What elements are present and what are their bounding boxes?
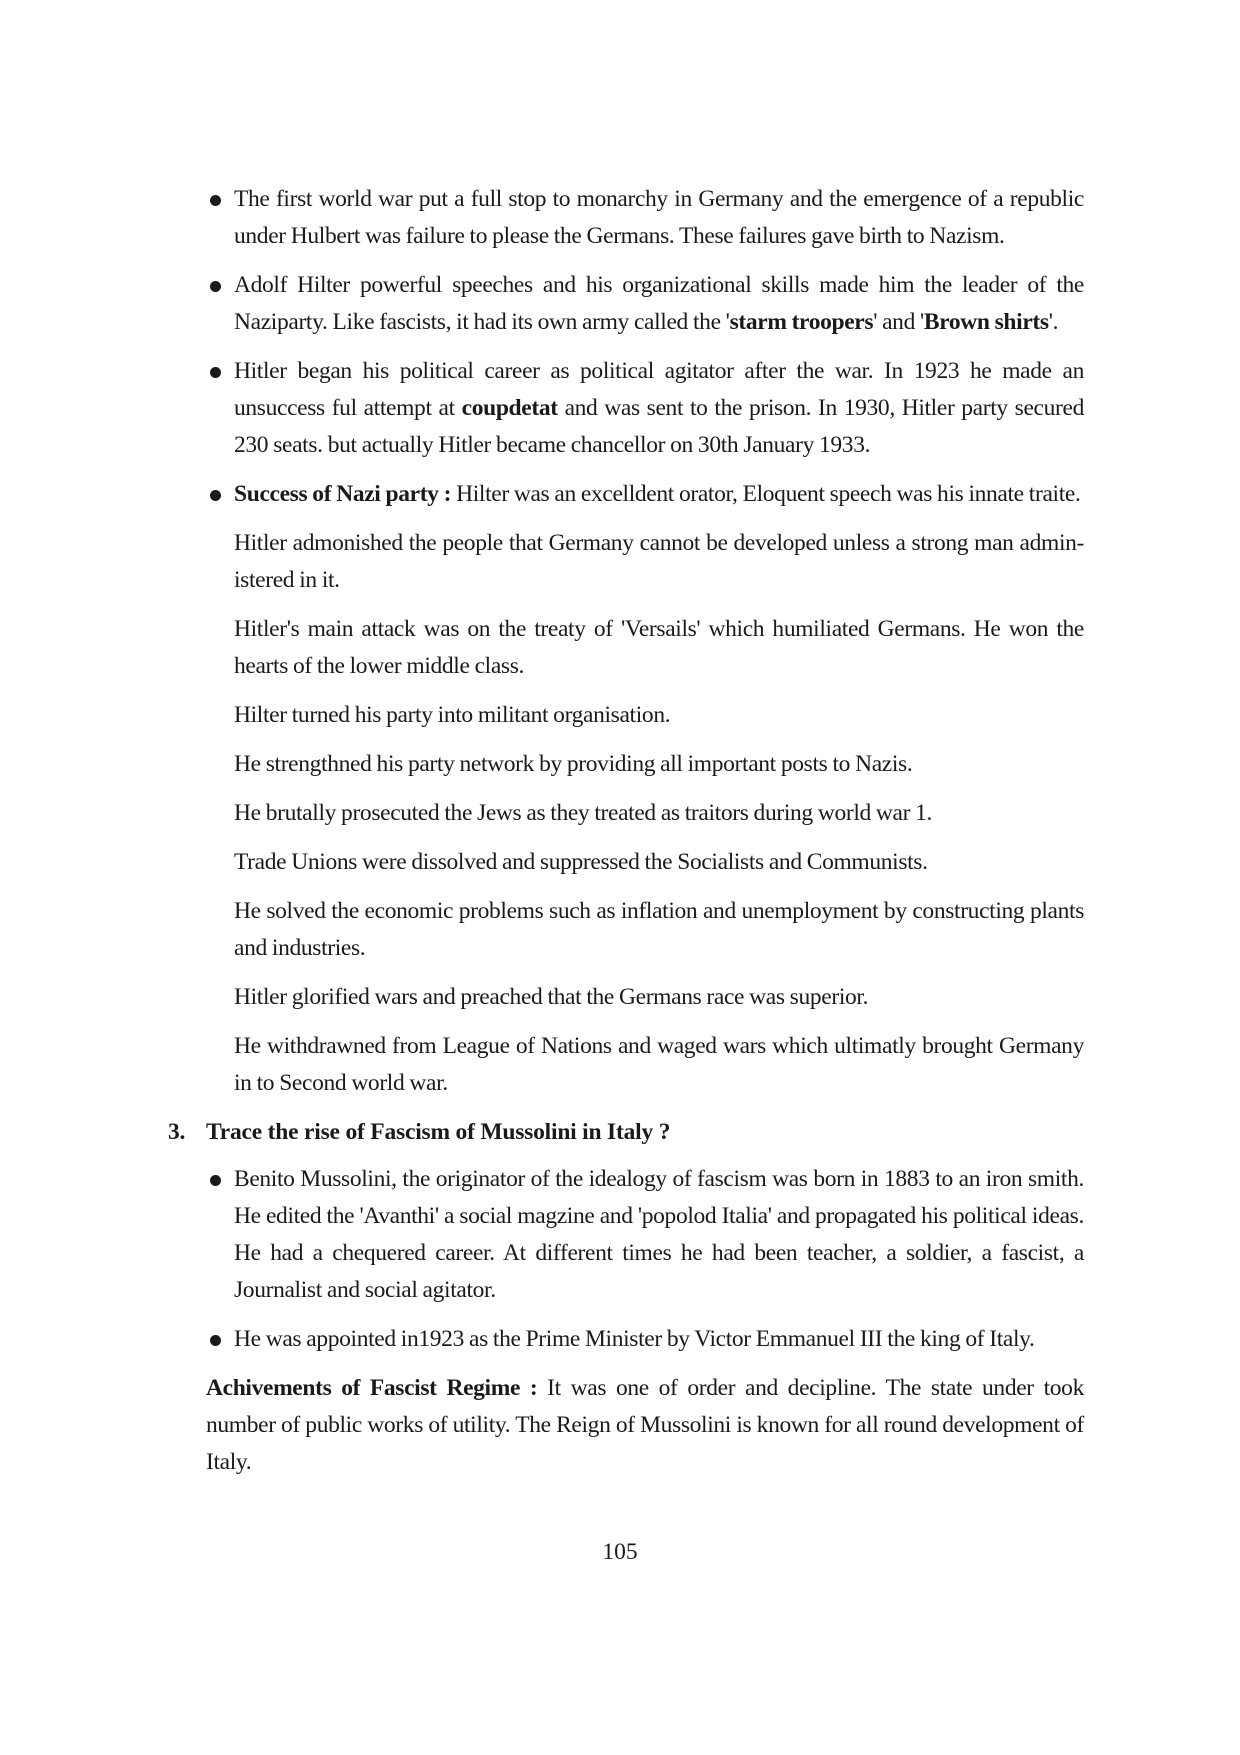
achievements-paragraph	[206, 1370, 1084, 1481]
bullet-monarchy	[234, 181, 1084, 255]
paragraph: Hitler glorified wars and preached that the Germans race was superior.	[234, 984, 869, 1010]
bullet-text: Adolf Hilter powerful speeches and his organizational skills made him the leader of the Naziparty. Like fascists, it had its own army called the '	[234, 272, 1084, 335]
bullet-text: He was appointed in1923 as the Prime Minister by Victor Emmanuel III the king of Italy.	[234, 1326, 1035, 1352]
bold-term: starm troopers	[729, 309, 874, 335]
paragraph: Hitler admonished the people that Germany cannot be developed unless a strong man admin-istered in it.	[234, 530, 1084, 593]
bullet-hitler-speeches	[234, 267, 1084, 341]
achievements-title: Achivements of Fascist Regime :	[206, 1375, 538, 1401]
paragraph: Trade Unions were dissolved and suppressed the Socialists and Communists.	[234, 849, 928, 875]
question-heading	[168, 1114, 1240, 1151]
page-number: 105	[602, 1539, 638, 1565]
paragraph: Hitler's main attack was on the treaty of 'Versails' which humiliated Germans. He won the hearts of the lower middle class.	[234, 616, 1084, 679]
bullet-dot-icon	[210, 1335, 221, 1346]
bold-term: Success of Nazi party :	[234, 481, 452, 507]
bullet-text: The first world war put a full stop to monarchy in Germany and the emergence of a republic under Hulbert was failure to please the Germans. These failures gave birth to Nazism.	[234, 186, 1084, 249]
bullet-mussolini-origin	[234, 1161, 1084, 1309]
bullet-prime-minister	[234, 1321, 1084, 1358]
paragraph: Hilter turned his party into militant organisation.	[234, 702, 671, 728]
bullet-text: Hitler began his political career as political agitator after the war. In 1923 he made an unsuccess ful attempt at	[234, 358, 1084, 421]
bullet-text: and was sent to the prison. In 1930, Hitler party secured 230 seats. but actually Hitler became chancellor on 30th January 1933.	[234, 395, 1084, 458]
page-content	[0, 181, 1240, 1481]
bullet-dot-icon	[210, 490, 221, 501]
bullet-text: Hilter was an excelldent orator, Eloquent speech was his innate traite.	[451, 481, 1081, 507]
bullet-dot-icon	[210, 195, 221, 206]
paragraph: He solved the economic problems such as inflation and unemployment by constructing plants and industries.	[234, 898, 1084, 961]
bullet-text: Benito Mussolini, the originator of the idealogy of fascism was born in 1883 to an iron smith. He edited the 'Avanthi' a social magzine and 'popolod Italia' and propagated his political ideas. He had a chequered career. At different times he had been teacher, a soldier, a fascist, a Journalist and social agitator.	[234, 1166, 1084, 1303]
paragraph: He withdrawned from League of Nations and waged wars which ultimatly brought Germany in to Second world war.	[234, 1033, 1084, 1096]
paragraph: He strengthned his party network by providing all important posts to Nazis.	[234, 751, 913, 777]
achievements-text: It was one of order and decipline. The state under took number of public works of utility. The Reign of Mussolini is known for all round development of Italy.	[206, 1375, 1084, 1475]
bullet-text: '.	[1048, 309, 1059, 335]
question-text: Trace the rise of Fascism of Mussolini in Italy ?	[206, 1119, 671, 1145]
bold-term: Brown shirts	[923, 309, 1049, 335]
bullet-dot-icon	[210, 1175, 221, 1186]
bullet-political-career	[234, 353, 1084, 464]
bold-term: coupdetat	[461, 395, 558, 421]
bullet-text: ' and '	[873, 309, 924, 335]
bullet-success-nazi-party	[234, 476, 1084, 513]
bullet-dot-icon	[210, 281, 221, 292]
paragraph: He brutally prosecuted the Jews as they treated as traitors during world war 1.	[234, 800, 933, 826]
question-number: 3.	[168, 1119, 186, 1145]
bullet-dot-icon	[210, 367, 221, 378]
